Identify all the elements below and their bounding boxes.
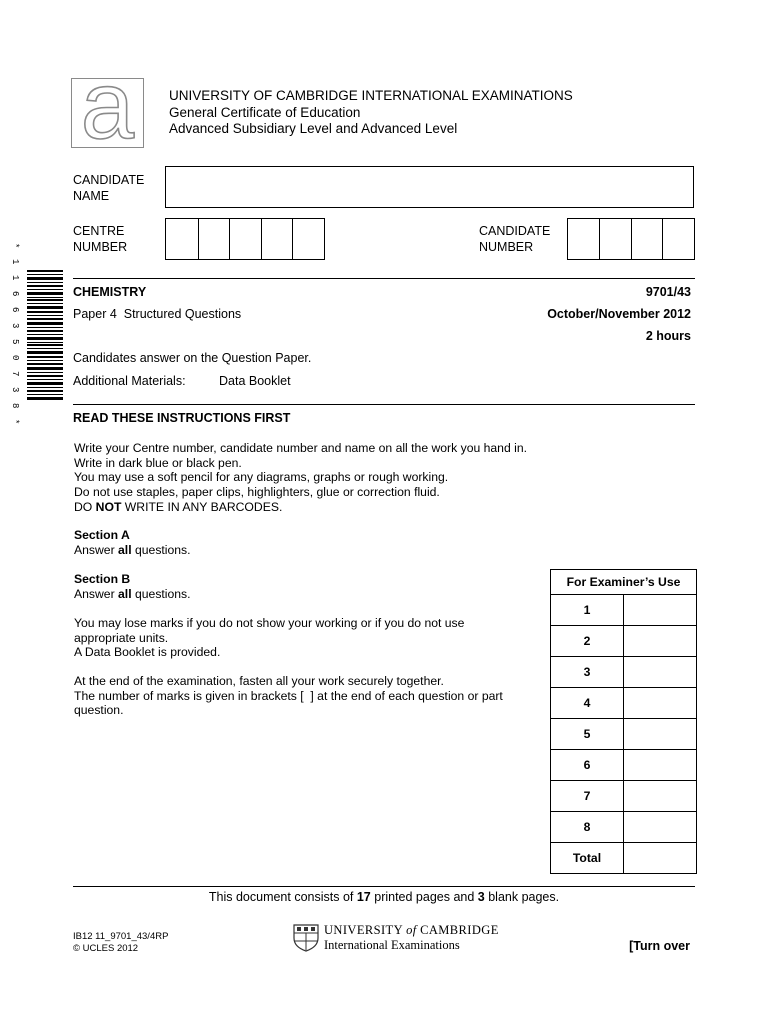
table-row: 5 xyxy=(551,719,697,750)
paper-title: Paper 4 Structured Questions xyxy=(73,307,242,321)
header-line-2: General Certificate of Education xyxy=(169,104,361,120)
general-instructions: Write your Centre number, candidate number and name on all the work you hand in. Write in dark blue or black pen. You may use a soft pencil for any diagrams, graphs or rough working. Do not use staples, paper clips, highlighters, glue or correction fluid. DO NOT WRITE IN ANY BARCODES. xyxy=(74,441,528,514)
table-row: 7 xyxy=(551,781,697,812)
section-a: Section A Answer all questions. xyxy=(74,528,191,557)
table-row: 3 xyxy=(551,657,697,688)
barcode-number: * 1 1 6 6 3 5 0 7 3 8 * xyxy=(10,242,20,428)
candidate-name-box[interactable] xyxy=(165,166,694,208)
exam-board-logo xyxy=(71,52,144,159)
candidate-number-cell[interactable] xyxy=(662,219,694,259)
logo-letter: a xyxy=(80,52,135,159)
table-row: 1 xyxy=(551,595,697,626)
mark-cell[interactable] xyxy=(624,657,697,688)
mark-cell[interactable] xyxy=(624,750,697,781)
header-line-3: Advanced Subsidiary Level and Advanced Level xyxy=(169,121,458,136)
mark-cell[interactable] xyxy=(624,812,697,843)
university-crest-icon xyxy=(293,924,319,952)
divider xyxy=(73,404,695,405)
exam-duration: 2 hours xyxy=(645,329,691,343)
materials-label: Additional Materials: xyxy=(73,374,186,388)
centre-number-label: CENTRE NUMBER xyxy=(73,224,128,254)
table-row: 8 xyxy=(551,812,697,843)
mark-cell[interactable] xyxy=(624,626,697,657)
mark-cell[interactable] xyxy=(624,595,697,626)
centre-number-cell[interactable] xyxy=(198,219,230,259)
exam-board-header xyxy=(169,88,573,138)
centre-number-cell[interactable] xyxy=(292,219,324,259)
table-row: 6 xyxy=(551,750,697,781)
centre-number-cell[interactable] xyxy=(229,219,261,259)
centre-number-boxes[interactable] xyxy=(165,218,325,260)
candidate-number-cell[interactable] xyxy=(631,219,663,259)
materials-value: Data Booklet xyxy=(219,374,291,388)
university-subtitle: International Examinations xyxy=(324,938,460,952)
candidate-number-label: CANDIDATE NUMBER xyxy=(479,224,551,254)
candidate-name-label: CANDIDATE NAME xyxy=(73,173,145,203)
mark-cell[interactable] xyxy=(624,843,697,874)
table-row: Total xyxy=(551,843,697,874)
paper-code: 9701/43 xyxy=(645,285,691,299)
turn-over-note: [Turn over xyxy=(629,939,690,953)
subject-title: CHEMISTRY xyxy=(73,285,147,299)
answer-note: Candidates answer on the Question Paper. xyxy=(73,351,312,365)
mark-cell[interactable] xyxy=(624,719,697,750)
marks-instructions: You may lose marks if you do not show your working or if you do not use appropriate units. A Data Booklet is provided. xyxy=(74,616,465,660)
mark-cell[interactable] xyxy=(624,688,697,719)
instructions-heading: READ THESE INSTRUCTIONS FIRST xyxy=(73,411,291,425)
candidate-number-cell[interactable] xyxy=(568,219,599,259)
page-count-note: This document consists of 17 printed pages and 3 blank pages. xyxy=(208,890,560,904)
candidate-number-cell[interactable] xyxy=(599,219,631,259)
examiner-table-heading: For Examiner’s Use xyxy=(551,570,697,595)
centre-number-cell[interactable] xyxy=(261,219,293,259)
document-reference: IB12 11_9701_43/4RP © UCLES 2012 xyxy=(73,931,169,954)
university-name: UNIVERSITY of CAMBRIDGE xyxy=(324,923,499,937)
mark-cell[interactable] xyxy=(624,781,697,812)
header-line-1: UNIVERSITY OF CAMBRIDGE INTERNATIONAL EXAMINATIONS xyxy=(169,88,573,103)
examiner-use-table xyxy=(550,569,697,874)
table-row: 4 xyxy=(551,688,697,719)
table-row: 2 xyxy=(551,626,697,657)
end-instructions: At the end of the examination, fasten all your work securely together. The number of marks is given in brackets [ ] at the end of each question or part question. xyxy=(74,674,503,718)
centre-number-cell[interactable] xyxy=(166,219,198,259)
exam-session: October/November 2012 xyxy=(547,307,691,321)
candidate-number-boxes[interactable] xyxy=(567,218,695,260)
divider xyxy=(73,278,695,279)
barcode xyxy=(27,270,63,400)
divider xyxy=(73,886,695,887)
section-b: Section B Answer all questions. xyxy=(74,572,191,601)
